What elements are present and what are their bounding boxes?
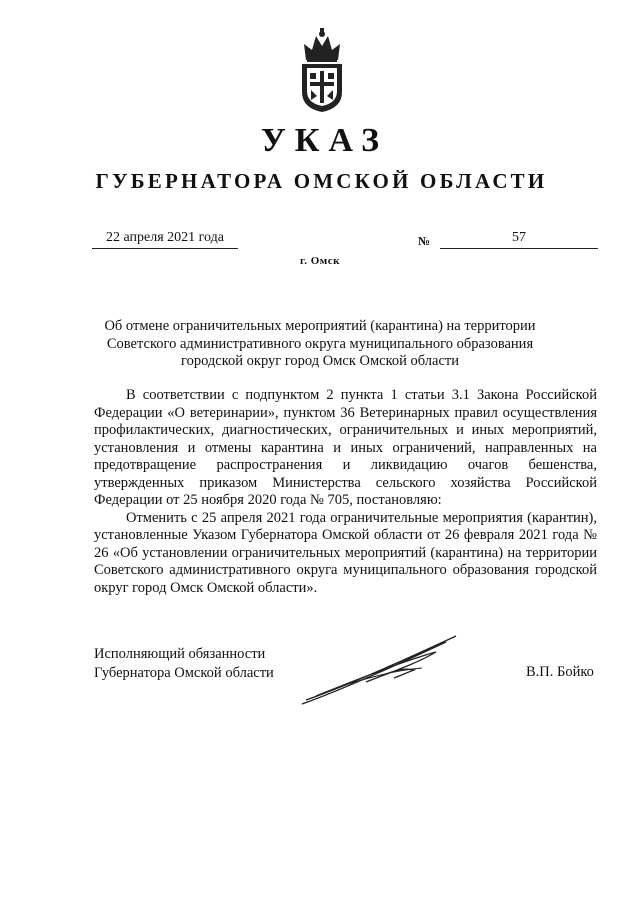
- position-line-1: Исполняющий обязанности: [94, 646, 266, 662]
- body-paragraph-1: В соответствии с подпунктом 2 пункта 1 статьи 3.1 Закона Российской Федерации «О ветеринарии», пунктом 36 Ветеринарных правил осуществления профилактических, диагностических, ограничительных и иных мероприятий, установления и отмены карантина и иных ограничений, направленных на предотвращение распространения и ликвидацию очагов бешенства, утвержденных приказом Министерства сельского хозяйства Российской Федерации от 25 ноября 2020 года № 705, постановляю:: [94, 387, 597, 508]
- signatory-position: [94, 645, 314, 683]
- signatory-name: В.П. Бойко: [526, 664, 594, 680]
- position-line-2: Губернатора Омской области: [94, 665, 274, 681]
- handwritten-signature-icon: [296, 630, 464, 710]
- decree-date: 22 апреля 2021 года: [92, 230, 238, 249]
- decree-heading: Об отмене ограничительных мероприятий (карантина) на территории Советского административного округа муниципального образования городской округ город Омск Омской области: [104, 318, 536, 369]
- decree-number: 57: [440, 230, 598, 249]
- coat-of-arms-icon: [298, 26, 346, 114]
- number-sign: №: [418, 234, 431, 248]
- decree-body: [94, 387, 597, 597]
- body-paragraph-2: Отменить с 25 апреля 2021 года ограничительные мероприятия (карантин), установленные Указом Губернатора Омской области от 26 февраля 2021 года № 26 «Об установлении ограничительных мероприятий (карантина) на территории Советского административного округа муниципального образования городской округ город Омск Омской области».: [94, 509, 597, 596]
- document-issuer: ГУБЕРНАТОРА ОМСКОЙ ОБЛАСТИ: [95, 169, 548, 193]
- document-title: УКАЗ: [260, 122, 389, 159]
- decree-city: г. Омск: [299, 255, 341, 267]
